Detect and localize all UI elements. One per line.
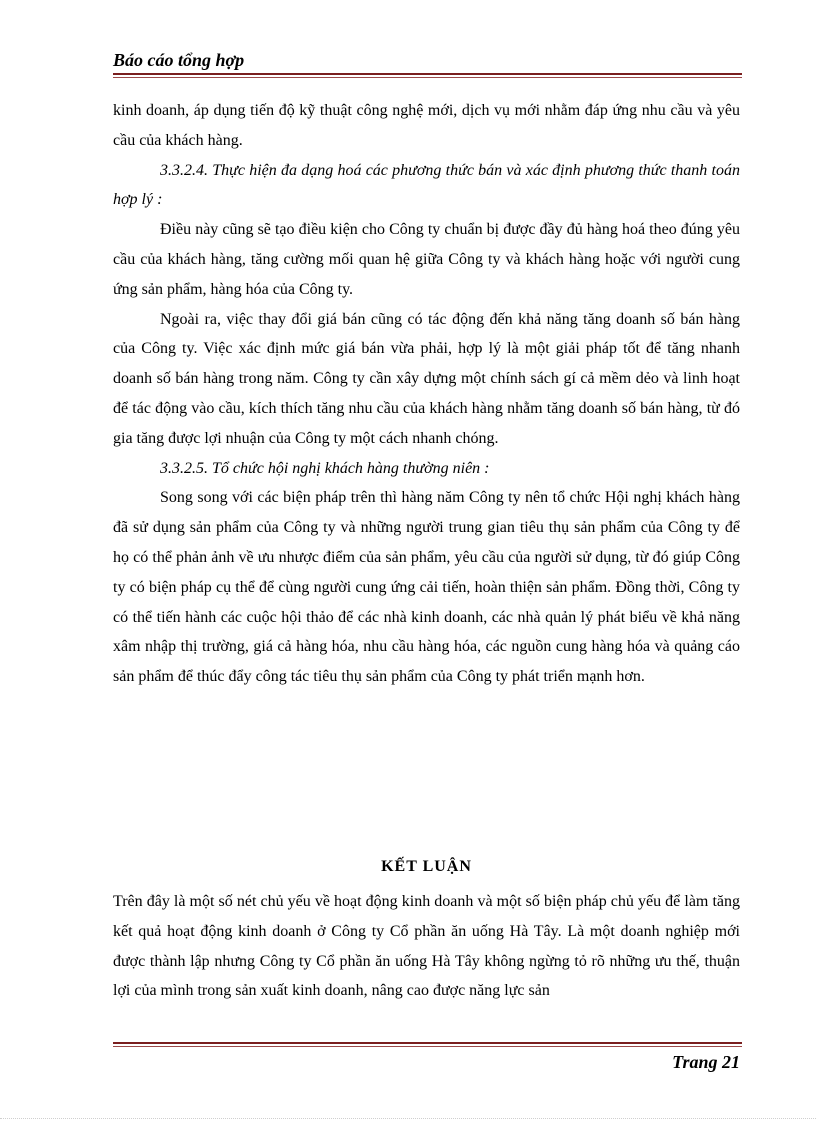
section-heading-3-3-2-5: 3.3.2.5. Tổ chức hội nghị khách hàng thường niên : [160, 459, 490, 477]
conclusion-title: KẾT LUẬN [381, 858, 472, 875]
conclusion-section [113, 887, 740, 1006]
header-rule [113, 73, 742, 80]
paragraph: Điều này cũng sẽ tạo điều kiện cho Công ty chuẩn bị được đầy đủ hàng hoá theo đúng yêu cầu của khách hàng, tăng cường mối quan hệ giữa Công ty và khách hàng hoặc với người cung ứng sản phẩm, hàng hóa của Công ty. [113, 221, 740, 298]
paragraph: Song song với các biện pháp trên thì hàng năm Công ty nên tổ chức Hội nghị khách hàng đã sử dụng sản phẩm của Công ty và những người trung gian tiêu thụ sản phẩm của Công ty để họ có thể phản ảnh về ưu nhược điểm của sản phẩm, yêu cầu của người sử dụng, từ đó giúp Công ty có biện pháp cụ thể để cùng người cung ứng cải tiến, hoàn thiện sản phẩm. Đồng thời, Công ty có thể tiến hành các cuộc hội thảo để các nhà kinh doanh, các nhà quản lý phát biểu về khả năng xâm nhập thị trường, giá cả hàng hóa, nhu cầu hàng hóa, các nguồn cung hàng hóa và quảng cáo sản phẩm để thúc đẩy công tác tiêu thụ sản phẩm của Công ty phát triển mạnh hơn. [113, 489, 740, 686]
footer-rule [113, 1042, 742, 1049]
page-number: Trang 21 [672, 1052, 740, 1072]
body-content [113, 96, 740, 692]
page-edge-divider [0, 1118, 816, 1119]
conclusion-paragraph: Trên đây là một số nét chủ yếu về hoạt động kinh doanh và một số biện pháp chủ yếu để làm tăng kết quả hoạt động kinh doanh ở Công ty Cổ phần ăn uống Hà Tây. Là một doanh nghiệp mới được thành lập nhưng Công ty Cổ phần ăn uống Hà Tây không ngừng tỏ rõ những ưu thế, thuận lợi của mình trong sản xuất kinh doanh, nâng cao được năng lực sản [113, 893, 740, 1000]
paragraph: Ngoài ra, việc thay đổi giá bán cũng có tác động đến khả năng tăng doanh số bán hàng của Công ty. Việc xác định mức giá bán vừa phải, hợp lý là một giải pháp tốt để tăng nhanh doanh số bán hàng trong năm. Công ty cần xây dựng một chính sách gí cả mềm dẻo và linh hoạt để tác động vào cầu, kích thích tăng nhu cầu của khách hàng nhằm tăng doanh số bán hàng, từ đó gia tăng được lợi nhuận của Công ty một cách nhanh chóng. [113, 310, 740, 447]
paragraph-continuation: kinh doanh, áp dụng tiến độ kỹ thuật công nghệ mới, dịch vụ mới nhằm đáp ứng nhu cầu và yêu cầu của khách hàng. [113, 102, 740, 149]
section-heading-3-3-2-4: 3.3.2.4. Thực hiện đa dạng hoá các phương thức bán và xác định phương thức thanh toán hợp lý : [113, 161, 740, 209]
header-title: Báo cáo tổng hợp [113, 50, 245, 70]
